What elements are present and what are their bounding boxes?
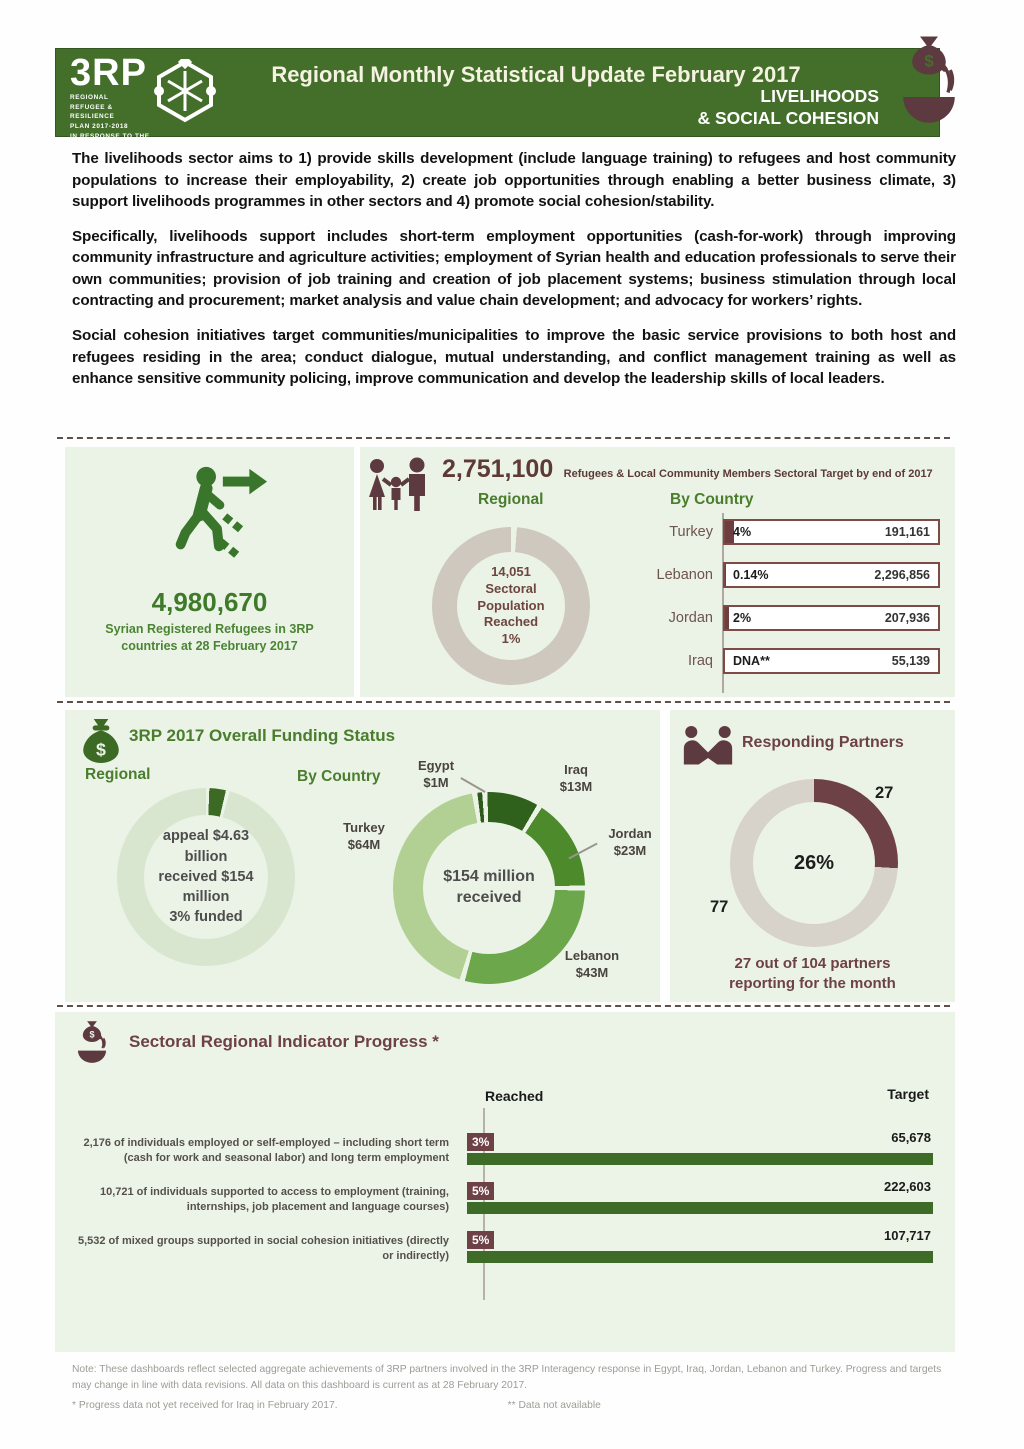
- sectoral-target-caption: Refugees & Local Community Members Sectoral Target by end of 2017: [563, 468, 933, 480]
- target-column-header: Target: [887, 1086, 929, 1102]
- country-name: Jordan: [668, 610, 713, 626]
- received-word: received: [456, 889, 522, 906]
- hexagon-logo-icon: [154, 59, 216, 123]
- header-banner: [55, 48, 940, 150]
- dashed-divider: [57, 437, 950, 439]
- footnote-note: Note: These dashboards reflect selected aggregate achievements of 3RP partners involved in the 3RP Interagency response in Egypt, Iraq, Jordan, Lebanon and Turkey. Progress and targets may change in line with data revisions. All data on this dashboard is current as at 28 February 2017.: [72, 1364, 942, 1391]
- reporting-count: 27: [875, 784, 894, 802]
- indicator-bar: [467, 1228, 933, 1276]
- center-value: 14,051: [491, 563, 531, 579]
- intro-paragraph-2: Specifically, livelihoods support includes short-term employment opportunities (cash-for-work) through improving community infrastructure and agriculture activities; employment of Syrian health and education professionals to serve their own communities; provision of job training and creation of job placement systems; business stimulation through local contracting and procurement; market analysis and value chain development; and advocacy for workers’ rights.: [72, 227, 956, 310]
- footnote-asterisk-2: ** Data not available: [507, 1399, 601, 1411]
- slice-label-egypt: [403, 758, 469, 792]
- target-number: 65,678: [891, 1130, 931, 1145]
- logo-line: REGIONAL: [70, 94, 109, 102]
- center-line: Sectoral: [485, 580, 537, 596]
- indicator-bar: [467, 1130, 933, 1178]
- country: Lebanon: [564, 948, 620, 963]
- amount: $43M: [575, 964, 609, 980]
- registered-refugees-value: 4,980,670: [151, 587, 268, 617]
- population-reached-donut: [432, 527, 590, 685]
- registered-refugees-caption: Syrian Registered Refugees in 3RP countries at 28 February 2017: [105, 622, 314, 653]
- funding-regional-center: [144, 815, 268, 939]
- country-row-jordan: [608, 605, 940, 631]
- funding-status-panel: [65, 710, 660, 1002]
- handshake-icon: [682, 724, 734, 766]
- caption-line: reporting for the month: [729, 975, 896, 993]
- indicator-row: [71, 1179, 933, 1227]
- not-reporting-count: 77: [710, 898, 729, 916]
- country: Egypt: [417, 758, 455, 773]
- population-reached-center: [457, 552, 565, 660]
- center-line: Population: [477, 597, 545, 613]
- funding-by-country-center: [423, 822, 555, 954]
- slice-label-turkey: [331, 820, 397, 854]
- intro-paragraph-1: The livelihoods sector aims to 1) provide skills development (include language training) to refugees and host community populations to increase their employability, 2) create job opportunities through enabling a better business climate, 3) support livelihoods programmes in other sectors and 4) promote social cohesion/stability.: [72, 150, 956, 211]
- livelihoods-sector-icon: [69, 1020, 115, 1072]
- country-row-turkey: [608, 519, 940, 545]
- reached-column-header: Reached: [485, 1088, 544, 1104]
- sectoral-target-value: 2,751,100: [442, 455, 554, 483]
- country-target-bar: [723, 648, 940, 674]
- received-amount: received $154 million: [158, 868, 254, 906]
- country-name: Turkey: [669, 524, 713, 540]
- intro-text: [72, 148, 956, 403]
- indicator-row: [71, 1130, 933, 1178]
- reached-pct-chip: 5%: [467, 1182, 494, 1200]
- target-bar: [467, 1202, 933, 1214]
- reached-pct-chip: 3%: [467, 1133, 494, 1151]
- amount: $13M: [559, 778, 593, 794]
- funding-by-country-donut: [393, 792, 585, 984]
- responding-partners-panel: [670, 710, 955, 1002]
- reached-pct: 4%: [733, 525, 752, 539]
- partners-center-pct: [753, 802, 875, 924]
- target-number: 107,717: [884, 1228, 931, 1243]
- country: Turkey: [343, 820, 385, 835]
- footnote: [72, 1362, 945, 1414]
- partners-title: Responding Partners: [742, 734, 904, 751]
- country-name: Iraq: [688, 653, 713, 669]
- indicator-label: 2,176 of individuals employed or self-employed – including short term (cash for work and seasonal labor) and long term employment: [83, 1137, 449, 1164]
- center-pct: 1%: [501, 631, 521, 647]
- indicator-progress-panel: [55, 1012, 955, 1352]
- sectoral-target-panel: [360, 447, 955, 697]
- funding-regional-donut: [117, 788, 295, 966]
- reporting-pct: 26%: [793, 851, 835, 874]
- reached-pct: 0.14%: [733, 568, 769, 582]
- reached-pct: 2%: [733, 611, 752, 625]
- country: Jordan: [608, 826, 652, 841]
- received-total: $154 million: [443, 868, 535, 886]
- logo-line: RESILIENCE: [70, 113, 115, 121]
- partners-donut: [730, 779, 898, 947]
- target-bar: [467, 1251, 933, 1263]
- sector-name-line1: LIVELIHOODS: [760, 85, 879, 106]
- funding-title: 3RP 2017 Overall Funding Status: [129, 726, 396, 745]
- indicator-row: [71, 1228, 933, 1276]
- country-row-lebanon: [608, 562, 940, 588]
- dashed-divider: [57, 1005, 950, 1007]
- target-value: 55,139: [891, 654, 930, 668]
- svg-text:$: $: [89, 1029, 95, 1040]
- country-name: Lebanon: [656, 567, 713, 583]
- svg-text:$: $: [924, 51, 934, 71]
- target-value: 191,161: [884, 525, 930, 539]
- country-bars: [608, 519, 940, 691]
- registered-refugees-panel: [65, 447, 354, 697]
- target-number: 222,603: [884, 1179, 931, 1194]
- country-target-bar: [723, 519, 940, 545]
- sector-label: [697, 85, 879, 131]
- target-bar: [467, 1153, 933, 1165]
- indicator-label: 5,532 of mixed groups supported in social cohesion initiatives (directly or indirectly): [77, 1235, 449, 1262]
- by-country-label: By Country: [670, 491, 754, 508]
- regional-label: Regional: [478, 491, 544, 508]
- logo-title: 3RP: [70, 52, 147, 94]
- indicators-title: Sectoral Regional Indicator Progress *: [129, 1032, 439, 1051]
- by-country-label: By Country: [297, 768, 381, 785]
- intro-paragraph-3: Social cohesion initiatives target communities/municipalities to improve the basic service provisions to both host and refugees residing in the area; conduct dialogue, mutual understanding, and conflict management training as well as enhance sensitive community policing, improve communication and develop the leadership skills of local leaders.: [72, 327, 956, 388]
- target-value: 207,936: [884, 611, 930, 625]
- slice-label-jordan: [597, 826, 663, 860]
- amount: $23M: [613, 842, 647, 858]
- country-target-bar: [723, 562, 940, 588]
- target-value: 2,296,856: [874, 568, 930, 582]
- partners-caption: [670, 954, 955, 995]
- svg-text:$: $: [96, 739, 106, 760]
- indicator-rows: [71, 1130, 933, 1277]
- reached-fill: [725, 607, 729, 629]
- footnote-asterisk-1: * Progress data not yet received for Iraq in February 2017.: [72, 1399, 338, 1411]
- slice-label-lebanon: [559, 948, 625, 982]
- country-row-iraq: [608, 648, 940, 674]
- reached-pct-chip: 5%: [467, 1231, 494, 1249]
- appeal-amount: appeal $4.63 billion: [162, 828, 250, 865]
- country: Iraq: [564, 762, 588, 777]
- reached-pct: DNA**: [733, 654, 770, 668]
- funded-pct: 3% funded: [169, 909, 243, 926]
- logo-line: IN RESPONSE TO THE SYRIA CRISIS: [70, 132, 150, 150]
- family-icon: [366, 457, 430, 517]
- sectoral-target-headline: [442, 455, 947, 484]
- indicator-bar: [467, 1179, 933, 1227]
- country-target-bar: [723, 605, 940, 631]
- amount: $1M: [423, 774, 449, 790]
- logo-subtitle: [70, 93, 162, 151]
- page-title: Regional Monthly Statistical Update February 2017: [271, 62, 801, 87]
- slice-label-iraq: [543, 762, 609, 796]
- amount: $64M: [347, 836, 381, 852]
- walking-refugee-icon: [161, 463, 269, 563]
- regional-label: Regional: [85, 766, 151, 783]
- dashed-divider: [57, 701, 950, 703]
- caption-line: 27 out of 104 partners: [734, 955, 891, 972]
- sector-name-line2: & SOCIAL COHESION: [697, 108, 879, 129]
- indicator-label: 10,721 of individuals supported to access to employment (training, internships, job placement and language courses): [99, 1186, 449, 1213]
- footnote-asterisks: [72, 1398, 945, 1414]
- center-line: Reached: [483, 614, 539, 630]
- livelihoods-sector-icon: [901, 32, 957, 144]
- logo-line: PLAN 2017-2018: [70, 122, 129, 130]
- logo-line: REFUGEE &: [70, 103, 113, 111]
- money-bag-icon: [79, 718, 123, 764]
